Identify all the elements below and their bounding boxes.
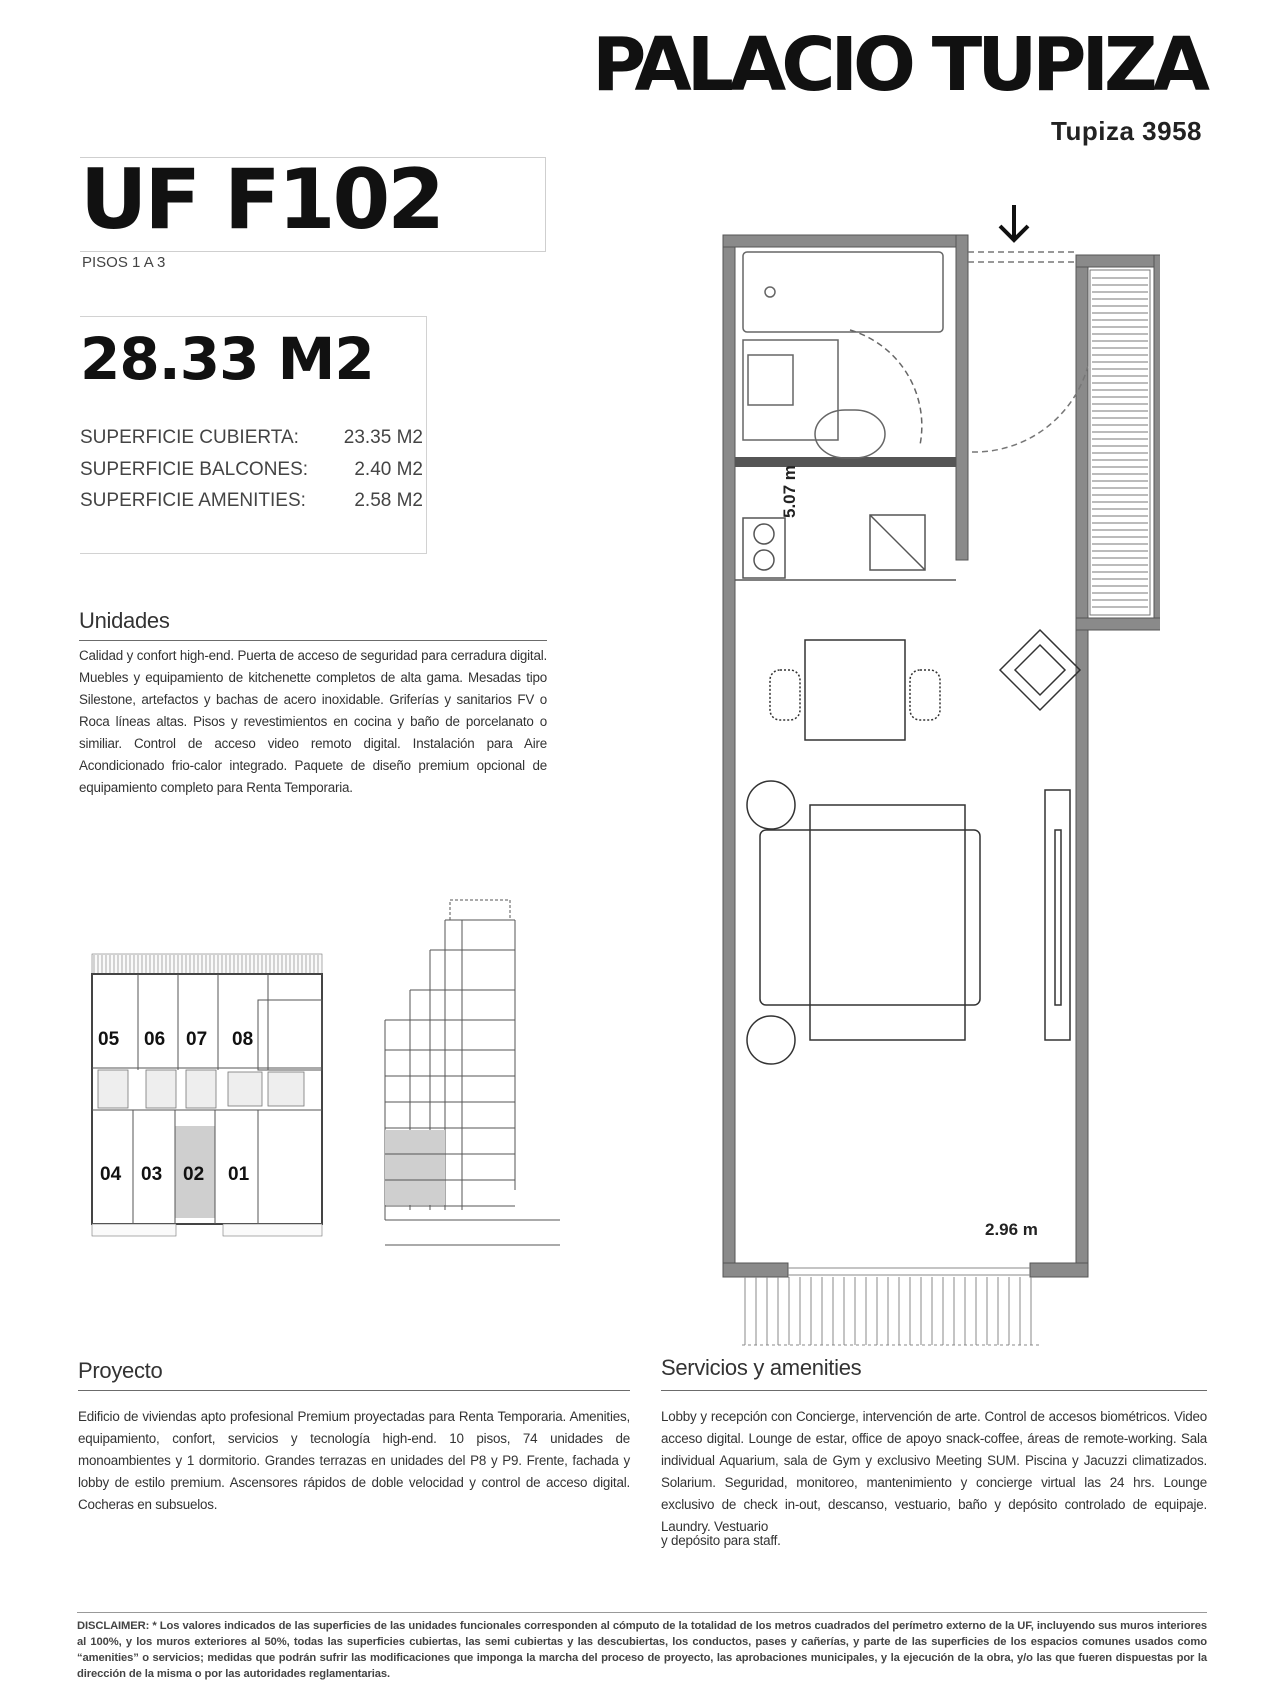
servicios-title: Servicios y amenities (661, 1355, 862, 1380)
balcony-deck (1090, 270, 1150, 615)
surface-row (80, 490, 423, 520)
unit-number: 07 (186, 1029, 208, 1050)
entry-door (968, 252, 1088, 452)
unidades-text: Calidad y confort high-end. Puerta de acceso de seguridad para cerradura digital. Muebles y equipamiento de kitchenette completos de alta gama. Mesadas tipo Silestone, artefactos y bachas de acero inoxidable. Griferías y sanitarios FV o Roca líneas altas. Pisos y revestimientos en cocina y baño de porcelanato o similiar. Control de acceso video remoto digital. Instalación para Aire Acondicionado frio-calor integrado. Paquete de diseño premium opcional de equipamiento completo para Renta Temporaria. (79, 648, 547, 795)
surface-label: SUPERFICIE CUBIERTA: (80, 427, 299, 448)
width-dimension: 2.96 m (985, 1220, 1038, 1239)
unidades-title: Unidades (79, 608, 170, 633)
servicios-divider (661, 1390, 1207, 1391)
bed (747, 781, 1070, 1064)
surface-label: SUPERFICIE BALCONES: (80, 459, 309, 480)
dining-table (770, 640, 940, 740)
surface-row (80, 459, 423, 489)
building-section (375, 890, 575, 1250)
floor-key-plan (78, 950, 338, 1240)
total-area: 28.33 M2 (80, 325, 374, 393)
key-plan-top-terrace (92, 954, 322, 974)
servicios-text: Lobby y recepción con Concierge, intervención de arte. Control de accesos biométricos. Video acceso digital. Lounge de estar, office de apoyo snack-coffee, áreas de remote-working. Sala individual Aquarium, sala de Gym y exclusivo Meeting SUM. Piscina y Jacuzzi climatizados. Solarium. Seguridad, monitoreo, mantenimiento y concierge virtual las 24 hrs. Lounge exclusivo de check in-out, descanso, vestuario, baño y depósito controlado de equipaje. Laundry. Vestuario (661, 1409, 1207, 1534)
brand-title: PALACIO TUPIZA (592, 22, 1205, 108)
proyecto-text: Edificio de viviendas apto profesional Premium proyectadas para Renta Temporaria. Amenities, equipamiento, confort, servicios y tecnología high-end. 10 pisos, 74 unidades de monoambientes y 1 dormitorio. Grandes terrazas en unidades del P8 y P9. Frente, fachada y lobby de estilo premium. Ascensores rápidos de doble velocidad y control de acceso digital. Cocheras en subsuelos. (78, 1409, 630, 1512)
unit-number: 04 (100, 1164, 122, 1185)
unit-number: 05 (98, 1029, 120, 1050)
lower-balcony (742, 1268, 1040, 1345)
disclaimer-divider (77, 1612, 1207, 1613)
unit-floor-plan (700, 200, 1160, 1350)
disclaimer: DISCLAIMER: * Los valores indicados de las superficies de las unidades funcionales corresponden al cómputo de la totalidad de los metros cuadrados del perímetro externo de la UF, incluyendo sus muros interiores al 100%, y los muros exteriores al 50%, todas las superficies cubiertas, las semi cubiertas y las descubiertas, los conductos, pases y cañerías, y parte de las superficies de los espacios comunes usados como “amenities” o servicios; medidas que podrán sufrir las modificaciones que imponga la marcha del proceso de proyecto, las aprobaciones municipales, y la ejecución de la obra, y/o las que fueren dispuestas por la dirección de la misma o por las autoridades reglamentarias. (77, 1620, 1207, 1680)
entrance-arrow-icon (1000, 205, 1028, 240)
unit-number: 06 (144, 1029, 166, 1050)
bathtub-icon (743, 252, 943, 332)
surface-value: 23.35 M2 (343, 427, 423, 448)
unit-title: UF F102 (80, 151, 442, 248)
key-plan-bottom-terrace (92, 1224, 322, 1236)
unit-number: 02 (183, 1164, 205, 1185)
surface-value: 2.58 M2 (354, 490, 423, 511)
depth-dimension: 5.07 m (780, 465, 799, 518)
surface-row (80, 427, 423, 457)
armchair-icon (1000, 630, 1080, 710)
proyecto-title: Proyecto (78, 1358, 163, 1383)
surface-label: SUPERFICIE AMENITIES: (80, 490, 306, 511)
unidades-divider (79, 640, 547, 641)
unit-number: 01 (228, 1164, 250, 1185)
address: Tupiza 3958 (1051, 116, 1202, 146)
surface-value: 2.40 M2 (354, 459, 423, 480)
proyecto-divider (78, 1390, 630, 1391)
bathroom (735, 252, 956, 462)
servicios-text-tail: y depósito para staff. (661, 1533, 781, 1548)
floors-label: PISOS 1 A 3 (82, 254, 166, 271)
highlighted-floors (385, 1130, 445, 1205)
key-plan-cores (98, 1070, 304, 1108)
cooktop-icon (743, 518, 785, 578)
unit-number: 03 (141, 1164, 163, 1185)
toilet-icon (815, 410, 885, 458)
kitchenette (735, 515, 956, 580)
unit-number: 08 (232, 1029, 254, 1050)
